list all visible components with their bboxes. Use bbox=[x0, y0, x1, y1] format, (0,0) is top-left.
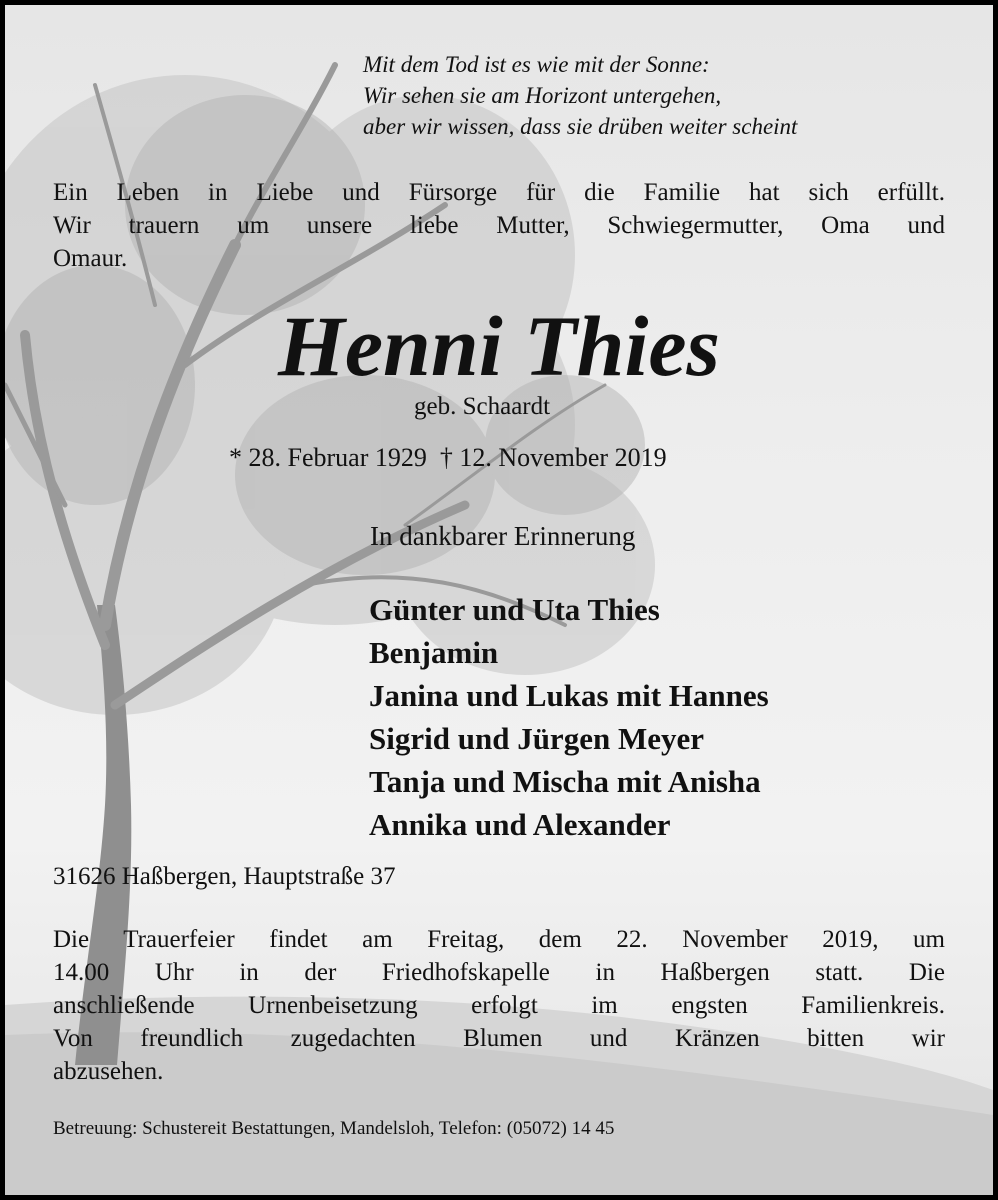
remembrance-text: In dankbarer Erinnerung bbox=[370, 521, 636, 551]
quote-line: aber wir wissen, dass sie drüben weiter scheint bbox=[363, 114, 798, 139]
mourner-name: Günter und Uta Thies bbox=[369, 592, 660, 627]
birth-name: geb. Schaardt bbox=[414, 393, 551, 420]
intro-line: Wir trauern um unsere liebe Mutter, Schwiegermutter, Oma und bbox=[53, 212, 945, 239]
intro-line: Omaur. bbox=[53, 245, 128, 272]
address: 31626 Haßbergen, Hauptstraße 37 bbox=[53, 863, 396, 890]
ceremony-line: abzusehen. bbox=[53, 1058, 164, 1085]
intro-line: Ein Leben in Liebe und Fürsorge für die Familie hat sich erfüllt. bbox=[53, 179, 945, 206]
mourner-name: Benjamin bbox=[369, 635, 499, 670]
mourner-name: Janina und Lukas mit Hannes bbox=[369, 678, 769, 713]
ceremony-line: 14.00 Uhr in der Friedhofskapelle in Haßbergen statt. Die bbox=[53, 959, 945, 986]
quote-line: Mit dem Tod ist es wie mit der Sonne: bbox=[363, 52, 710, 77]
quote-line: Wir sehen sie am Horizont untergehen, bbox=[363, 83, 722, 108]
mourner-name: Sigrid und Jürgen Meyer bbox=[369, 721, 704, 756]
deceased-name: Henni Thies bbox=[277, 298, 720, 394]
undertaker-info: Betreuung: Schustereit Bestattungen, Mandelsloh, Telefon: (05072) 14 45 bbox=[53, 1118, 615, 1139]
ceremony-line: Von freundlich zugedachten Blumen und Kränzen bitten wir bbox=[53, 1025, 945, 1052]
life-dates: * 28. Februar 1929 † 12. November 2019 bbox=[229, 443, 667, 472]
ceremony-line: anschließende Urnenbeisetzung erfolgt im engsten Familienkreis. bbox=[53, 992, 945, 1019]
ceremony-line: Die Trauerfeier findet am Freitag, dem 22. November 2019, um bbox=[53, 926, 945, 953]
mourner-name: Annika und Alexander bbox=[369, 807, 671, 842]
mourner-name: Tanja und Mischa mit Anisha bbox=[369, 764, 761, 799]
